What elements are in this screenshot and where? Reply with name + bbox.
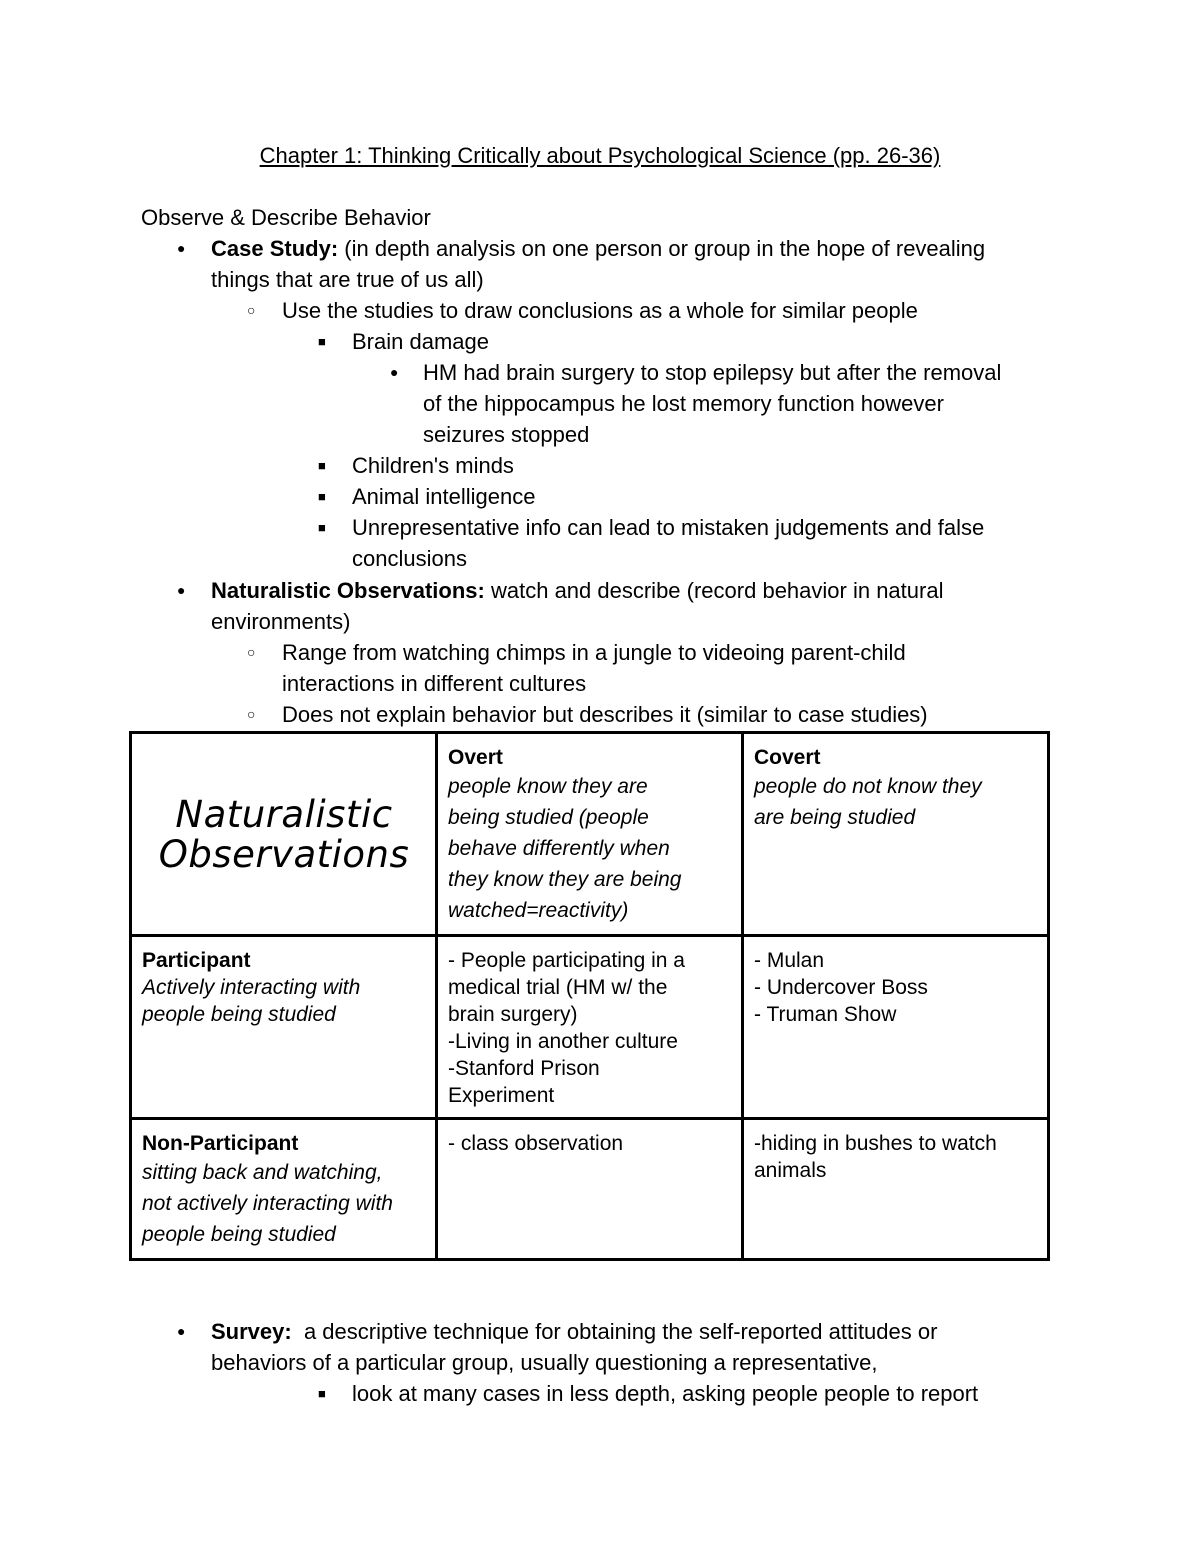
participant-overt-line: medical trial (HM w/ the [448, 976, 668, 999]
bullet-circle-icon [247, 637, 255, 668]
section-heading: Observe & Describe Behavior [141, 205, 431, 230]
case-study-definition-cont: things that are true of us all) [211, 267, 484, 292]
nonparticipant-desc-line: not actively interacting with [142, 1192, 393, 1215]
participant-desc-line: people being studied [142, 1003, 336, 1026]
bullet-square-icon [318, 1378, 326, 1409]
overt-desc-line: being studied (people [448, 806, 649, 829]
nonparticipant-cell [131, 1119, 437, 1260]
naturalistic-range-line2: interactions in different cultures [282, 671, 587, 696]
hm-item-line2: of the hippocampus he lost memory function however [423, 391, 944, 416]
hm-item-line3: seizures stopped [423, 422, 590, 447]
naturalistic-definition: watch and describe (record behavior in natural [484, 578, 944, 603]
survey-definition-cont: behaviors of a particular group, usually questioning a representative, [211, 1350, 878, 1375]
overt-desc-line: they know they are being [448, 868, 682, 891]
nonparticipant-desc-line: sitting back and watching, [142, 1161, 383, 1184]
nonparticipant-overt-line: - class observation [448, 1132, 624, 1155]
bullet-disc-icon [177, 233, 185, 264]
bullet-disc-icon [177, 1316, 185, 1347]
observation-table [129, 731, 1050, 1261]
naturalistic-explain: Does not explain behavior but describes it (similar to case studies) [282, 702, 928, 727]
participant-overt-line: Experiment [448, 1084, 555, 1107]
nonparticipant-covert-line: -hiding in bushes to watch [754, 1132, 997, 1155]
overt-heading: Overt [448, 746, 503, 769]
case-study-sub-item: Use the studies to draw conclusions as a whole for similar people [282, 298, 918, 323]
survey-definition: a descriptive technique for obtaining the self-reported attitudes or [291, 1319, 938, 1344]
participant-overt-line: -Stanford Prison [448, 1057, 600, 1080]
table-row [131, 936, 1049, 1119]
naturalistic-definition-cont: environments) [211, 609, 351, 634]
nonparticipant-desc-line: people being studied [142, 1223, 336, 1246]
survey-sub-item: look at many cases in less depth, asking people people to report [352, 1381, 979, 1406]
bullet-square-icon [318, 326, 326, 357]
nonparticipant-covert-cell [743, 1119, 1049, 1260]
covert-heading: Covert [754, 746, 821, 769]
page-title: Chapter 1: Thinking Critically about Psychological Science (pp. 26-36) [259, 143, 941, 168]
table-title-cell [131, 733, 437, 936]
covert-header-cell [743, 733, 1049, 936]
naturalistic-term: Naturalistic Observations: [211, 578, 485, 603]
survey-line [211, 1316, 937, 1347]
participant-desc-line: Actively interacting with [142, 976, 361, 999]
nonparticipant-covert-line: animals [754, 1159, 827, 1182]
participant-overt-line: -Living in another culture [448, 1030, 678, 1053]
overt-desc-line: people know they are [448, 775, 648, 798]
case-study-term: Case Study: [211, 236, 339, 261]
childrens-minds-item: Children's minds [352, 453, 514, 478]
bullet-circle-icon [247, 699, 255, 730]
hm-item-line1: HM had brain surgery to stop epilepsy but after the removal [423, 360, 1002, 385]
participant-covert-line: - Truman Show [754, 1003, 897, 1026]
bullet-disc-icon [177, 575, 185, 606]
participant-overt-cell [437, 936, 743, 1119]
naturalistic-line [211, 575, 943, 606]
participant-overt-line: brain surgery) [448, 1003, 578, 1026]
overt-desc-line: behave differently when [448, 837, 670, 860]
covert-desc-line: are being studied [754, 806, 916, 829]
table-row [131, 733, 1049, 936]
participant-covert-cell [743, 936, 1049, 1119]
nonparticipant-heading: Non-Participant [142, 1132, 299, 1155]
case-study-definition: (in depth analysis on one person or group in the hope of revealing [338, 236, 986, 261]
brain-damage-item: Brain damage [352, 329, 489, 354]
case-study-line [211, 233, 985, 264]
participant-covert-line: - Undercover Boss [754, 976, 928, 999]
table-title-line2: Observations [158, 833, 410, 876]
nonparticipant-overt-cell [437, 1119, 743, 1260]
table-row [131, 1119, 1049, 1260]
bullet-square-icon [318, 512, 326, 543]
overt-header-cell [437, 733, 743, 936]
bullet-disc-icon [390, 357, 398, 388]
survey-term: Survey: [211, 1319, 292, 1344]
bullet-square-icon [318, 481, 326, 512]
unrepresentative-item-line2: conclusions [352, 546, 467, 571]
covert-desc-line: people do not know they [754, 775, 982, 798]
participant-overt-line: - People participating in a [448, 949, 685, 972]
unrepresentative-item-line1: Unrepresentative info can lead to mistaken judgements and false [352, 515, 985, 540]
participant-heading: Participant [142, 949, 251, 972]
bullet-square-icon [318, 450, 326, 481]
bullet-circle-icon [247, 295, 255, 326]
participant-cell [131, 936, 437, 1119]
participant-covert-line: - Mulan [754, 949, 825, 972]
animal-intelligence-item: Animal intelligence [352, 484, 536, 509]
naturalistic-range-line1: Range from watching chimps in a jungle to videoing parent-child [282, 640, 906, 665]
overt-desc-line: watched=reactivity) [448, 899, 629, 922]
table-title-line1: Naturalistic [175, 793, 393, 836]
